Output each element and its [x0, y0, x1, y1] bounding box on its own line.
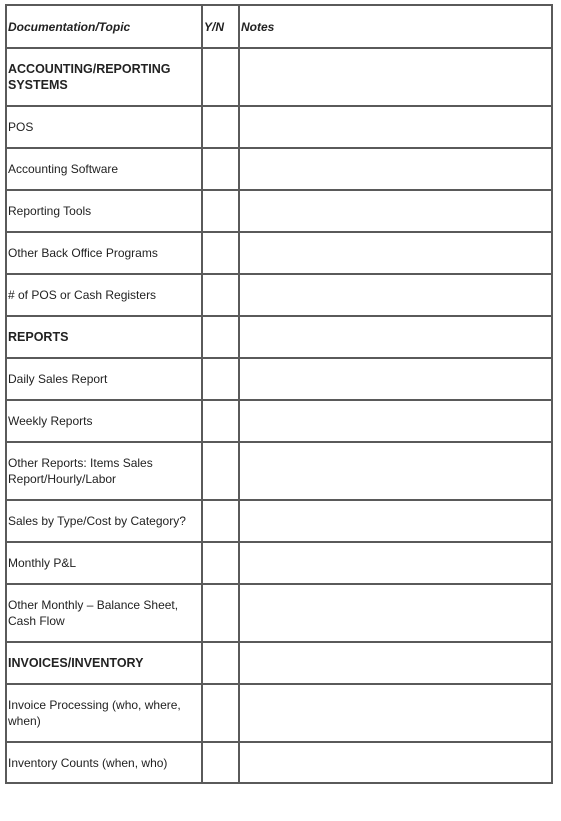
table-row — [5, 642, 553, 684]
table-row — [5, 442, 553, 500]
table-row — [5, 584, 553, 642]
yn-cell[interactable] — [202, 148, 239, 190]
notes-cell[interactable] — [239, 232, 553, 274]
yn-cell[interactable] — [202, 400, 239, 442]
header-topic: Documentation/Topic — [5, 4, 202, 48]
table-row — [5, 148, 553, 190]
table-row — [5, 106, 553, 148]
topic-cell: Other Reports: Items Sales Report/Hourly/Labor — [5, 442, 202, 500]
notes-cell[interactable] — [239, 274, 553, 316]
table-row — [5, 48, 553, 106]
notes-cell[interactable] — [239, 358, 553, 400]
topic-cell: POS — [5, 106, 202, 148]
yn-cell[interactable] — [202, 274, 239, 316]
topic-cell: Daily Sales Report — [5, 358, 202, 400]
notes-cell[interactable] — [239, 642, 553, 684]
yn-cell[interactable] — [202, 106, 239, 148]
notes-cell[interactable] — [239, 584, 553, 642]
notes-cell[interactable] — [239, 500, 553, 542]
notes-cell[interactable] — [239, 48, 553, 106]
table-row — [5, 232, 553, 274]
header-row — [5, 4, 553, 48]
topic-cell: Inventory Counts (when, who) — [5, 742, 202, 784]
table-row — [5, 274, 553, 316]
table-row — [5, 542, 553, 584]
yn-cell[interactable] — [202, 190, 239, 232]
topic-cell: Accounting Software — [5, 148, 202, 190]
section-title: INVOICES/INVENTORY — [5, 642, 202, 684]
notes-cell[interactable] — [239, 684, 553, 742]
topic-cell: Invoice Processing (who, where, when) — [5, 684, 202, 742]
header-notes: Notes — [239, 4, 553, 48]
table-row — [5, 400, 553, 442]
notes-cell[interactable] — [239, 542, 553, 584]
topic-cell: Other Monthly – Balance Sheet, Cash Flow — [5, 584, 202, 642]
section-title: REPORTS — [5, 316, 202, 358]
yn-cell[interactable] — [202, 316, 239, 358]
notes-cell[interactable] — [239, 742, 553, 784]
notes-cell[interactable] — [239, 400, 553, 442]
header-yn: Y/N — [202, 4, 239, 48]
topic-cell: Reporting Tools — [5, 190, 202, 232]
topic-cell: # of POS or Cash Registers — [5, 274, 202, 316]
notes-cell[interactable] — [239, 106, 553, 148]
notes-cell[interactable] — [239, 442, 553, 500]
topic-cell: Sales by Type/Cost by Category? — [5, 500, 202, 542]
yn-cell[interactable] — [202, 232, 239, 274]
section-title: ACCOUNTING/REPORTING SYSTEMS — [5, 48, 202, 106]
yn-cell[interactable] — [202, 442, 239, 500]
table-row — [5, 742, 553, 784]
yn-cell[interactable] — [202, 742, 239, 784]
yn-cell[interactable] — [202, 500, 239, 542]
yn-cell[interactable] — [202, 358, 239, 400]
yn-cell[interactable] — [202, 684, 239, 742]
topic-cell: Other Back Office Programs — [5, 232, 202, 274]
notes-cell[interactable] — [239, 190, 553, 232]
table-row — [5, 316, 553, 358]
notes-cell[interactable] — [239, 316, 553, 358]
table-row — [5, 358, 553, 400]
table-row — [5, 190, 553, 232]
table-row — [5, 684, 553, 742]
notes-cell[interactable] — [239, 148, 553, 190]
documentation-checklist-table — [5, 4, 553, 784]
yn-cell[interactable] — [202, 642, 239, 684]
yn-cell[interactable] — [202, 48, 239, 106]
topic-cell: Monthly P&L — [5, 542, 202, 584]
yn-cell[interactable] — [202, 584, 239, 642]
topic-cell: Weekly Reports — [5, 400, 202, 442]
table-row — [5, 500, 553, 542]
yn-cell[interactable] — [202, 542, 239, 584]
